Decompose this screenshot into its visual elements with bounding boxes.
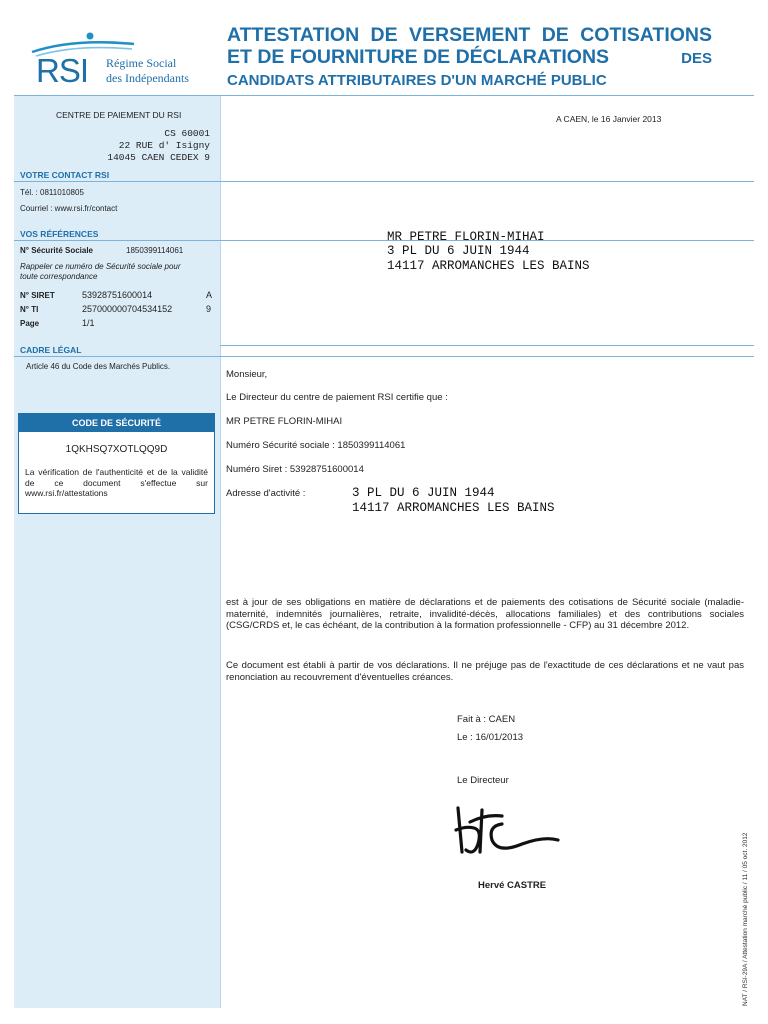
logo-text: RSI: [36, 52, 89, 89]
recipient-street: 3 PL DU 6 JUIN 1944: [387, 244, 530, 258]
legal-heading: CADRE LÉGAL: [20, 345, 82, 355]
page-value: 1/1: [82, 318, 95, 328]
siret-value: 53928751600014: [82, 290, 153, 300]
ti-value: 257000000704534152: [82, 304, 173, 314]
activity-address-city: 14117 ARROMANCHES LES BAINS: [352, 501, 555, 515]
ss-reminder: Rappeler ce numéro de Sécurité sociale pour toute correspondance: [20, 262, 181, 281]
contact-mail: Courriel : www.rsi.fr/contact: [20, 204, 118, 213]
refs-rule: [14, 240, 754, 241]
security-note: La vérification de l'authenticité et de la validité de ce document s'effectue sur www.rsi.fr/attestations: [25, 467, 208, 498]
recipient-city: 14117 ARROMANCHES LES BAINS: [387, 259, 590, 273]
siret-key: A: [206, 290, 213, 300]
title-line-2-row: [227, 46, 712, 70]
activity-address-label: Adresse d'activité :: [226, 488, 306, 499]
disclaimer-paragraph: Ce document est établi à partir de vos déclarations. Il ne préjuge pas de l'exactitude de ces déclarations et ne vaut pas renonciation au recouvrement d'éventuelles créances.: [226, 660, 744, 683]
contact-section-header: [14, 170, 754, 182]
certify-intro: Le Directeur du centre de paiement RSI certifie que :: [226, 392, 448, 403]
legal-text: Article 46 du Code des Marchés Publics.: [26, 362, 171, 371]
salutation: Monsieur,: [226, 369, 268, 380]
security-heading: CODE DE SÉCURITÉ: [19, 414, 214, 432]
activity-address-street: 3 PL DU 6 JUIN 1944: [352, 486, 495, 500]
page-label: Page: [20, 319, 40, 328]
certified-siret: Numéro Siret : 53928751600014: [226, 464, 364, 475]
fait-a: Fait à : CAEN: [457, 714, 516, 725]
ss-label: N° Sécurité Sociale: [20, 246, 94, 255]
date-place: A CAEN, le 16 Janvier 2013: [556, 114, 662, 124]
certified-name: MR PETRE FLORIN-MIHAI: [226, 416, 343, 427]
signatory-name: Hervé CASTRE: [478, 880, 547, 891]
document-title: [227, 24, 712, 90]
logo-line-2: des Indépendants: [106, 71, 189, 85]
header-rule: [14, 95, 754, 96]
sender-center: CENTRE DE PAIEMENT DU RSI: [56, 110, 182, 120]
title-line-1: ATTESTATION DE VERSEMENT DE COTISATIONS: [227, 24, 712, 46]
sender-city: 14045 CAEN CEDEX 9: [107, 152, 210, 163]
refs-heading: VOS RÉFÉRENCES: [20, 229, 99, 239]
logo-line-1: Régime Social: [106, 56, 177, 70]
ti-label: N° TI: [20, 305, 39, 314]
legal-rule-main: [220, 345, 754, 346]
obligations-paragraph: est à jour de ses obligations en matière de déclarations et de paiements des cotisations de Sécurité sociale (maladie-maternité, indemnités journalières, retraite, invalidité-décès, allocations familiales) et des contributions sociales (CSG/CRDS et, le cas échéant, de la contribution à la formation professionnelle - CFP) au 31 décembre 2012.: [226, 597, 744, 631]
sender-street: 22 RUE d' Isigny: [118, 140, 210, 151]
title-line-2-suffix: DES: [681, 50, 712, 67]
footer-reference: NAT / RSI-29A / Attestation marché public / 11 / 05 oct. 2012: [742, 832, 749, 1006]
security-code: 1QKHSQ7XOTLQQ9D: [65, 444, 168, 455]
rsi-logo: [14, 22, 220, 98]
ss-value: 1850399114061: [126, 246, 184, 255]
refs-section-header: [14, 229, 754, 241]
title-line-2: ET DE FOURNITURE DE DÉCLARATIONS: [227, 46, 610, 68]
siret-label: N° SIRET: [20, 291, 55, 300]
sender-box: CS 60001: [164, 128, 210, 139]
ti-key: 9: [206, 304, 212, 314]
contact-heading: VOTRE CONTACT RSI: [20, 170, 110, 180]
date-signed: Le : 16/01/2013: [457, 732, 524, 743]
contact-tel: Tél. : 0811010805: [20, 188, 84, 197]
recipient-name: MR PETRE FLORIN-MIHAI: [387, 230, 545, 244]
signature-icon: [452, 800, 562, 862]
legal-rule: [14, 356, 754, 357]
certified-ss: Numéro Sécurité sociale : 1850399114061: [226, 440, 406, 451]
security-code-box: [18, 413, 215, 514]
title-line-3: CANDIDATS ATTRIBUTAIRES D'UN MARCHÉ PUBLIC: [227, 72, 607, 89]
contact-rule: [14, 181, 754, 182]
director-label: Le Directeur: [457, 775, 509, 786]
legal-section-header: [14, 345, 754, 357]
